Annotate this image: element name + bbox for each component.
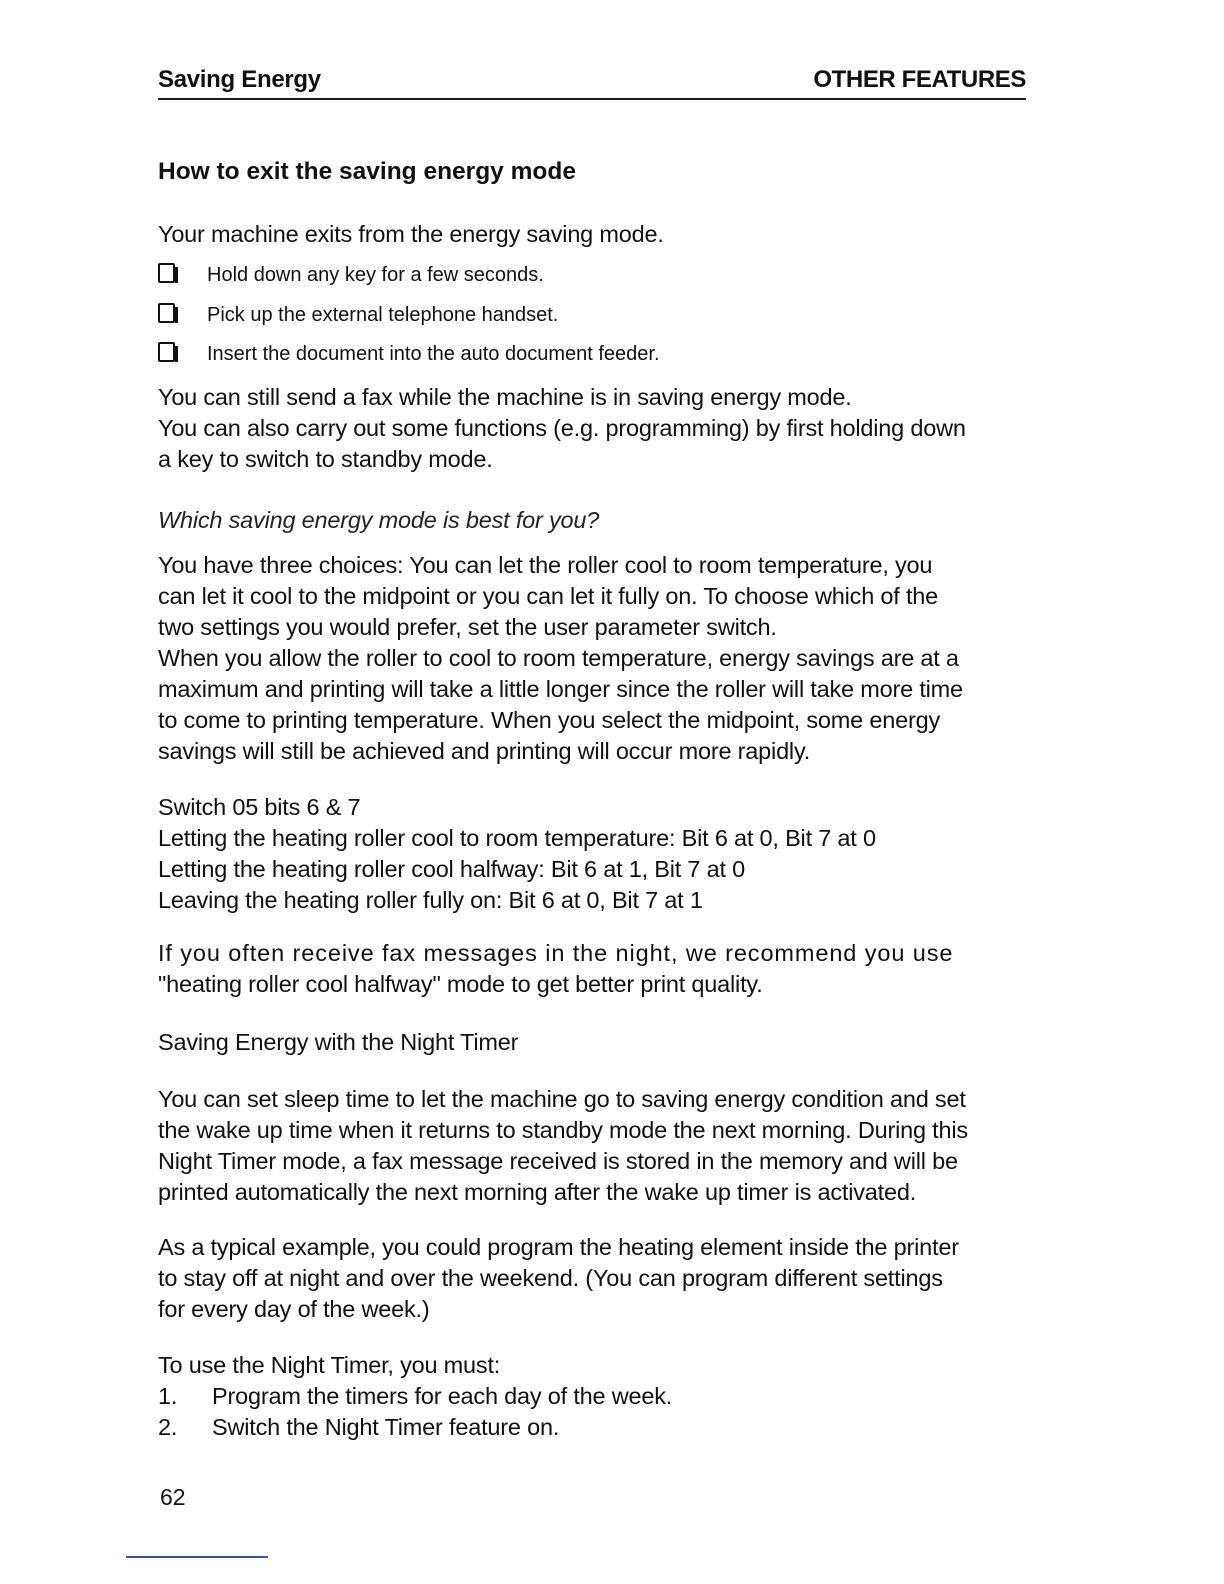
exit-condition-item: Insert the document into the auto document feeder. [158,340,660,368]
step-item: 2. Switch the Night Timer feature on. [158,1414,560,1440]
section-title: Saving Energy [158,66,321,93]
page-number: 62 [160,1484,186,1510]
recommend-paragraph: If you often receive fax messages in the night, we recommend you use "heating roller cool halfway" mode to get better print quality. [158,940,954,997]
step-item: 1. Program the timers for each day of the week. [158,1383,673,1409]
subheading-night-timer: Saving Energy with the Night Timer [158,1029,519,1055]
steps-intro: To use the Night Timer, you must: [158,1352,501,1378]
checkbox-icon [158,342,175,362]
example-paragraph: As a typical example, you could program the heating element inside the printer to stay off at night and over the weekend. (You can program different settings for every day of the week.) [158,1234,959,1322]
choices-paragraph: You have three choices: You can let the roller cool to room temperature, you can let it cool to the midpoint or you can let it fully on. To choose which of the two settings you would prefer, set the user parameter switch. When you allow the roller to cool to room temperature, energy savings are at a maximum and printing will take a little longer since the roller will take more time to come to printing temperature. When you select the midpoint, some energy savings will still be achieved and printing will occur more rapidly. [158,552,963,764]
switch-settings: Switch 05 bits 6 & 7 Letting the heating roller cool to room temperature: Bit 6 at 0, Bit 7 at 0 Letting the heating roller cool halfway: Bit 6 at 1, Bit 7 at 0 Leaving the heating roller fully on: Bit 6 at 0, Bit 7 at 1 [158,794,876,913]
footer-divider [126,1556,268,1558]
exit-condition-item: Pick up the external telephone handset. [158,301,558,329]
checkbox-icon [158,303,175,323]
page-header [158,66,1026,100]
steps-section [158,1350,1028,1443]
intro-text: Your machine exits from the energy saving mode. [158,221,664,247]
night-timer-paragraph: You can set sleep time to let the machine go to saving energy condition and set the wake up time when it returns to standby mode the next morning. During this Night Timer mode, a fax message received is stored in the memory and will be printed automatically the next morning after the wake up timer is activated. [158,1086,968,1205]
send-fax-paragraph: You can still send a fax while the machine is in saving energy mode. You can also carry out some functions (e.g. programming) by first holding down a key to switch to standby mode. [158,384,966,472]
exit-condition-item: Hold down any key for a few seconds. [158,261,544,289]
chapter-title: OTHER FEATURES [813,66,1026,93]
section-heading: How to exit the saving energy mode [158,158,576,185]
subheading-which-mode: Which saving energy mode is best for you? [158,507,600,533]
checkbox-icon [158,263,175,283]
